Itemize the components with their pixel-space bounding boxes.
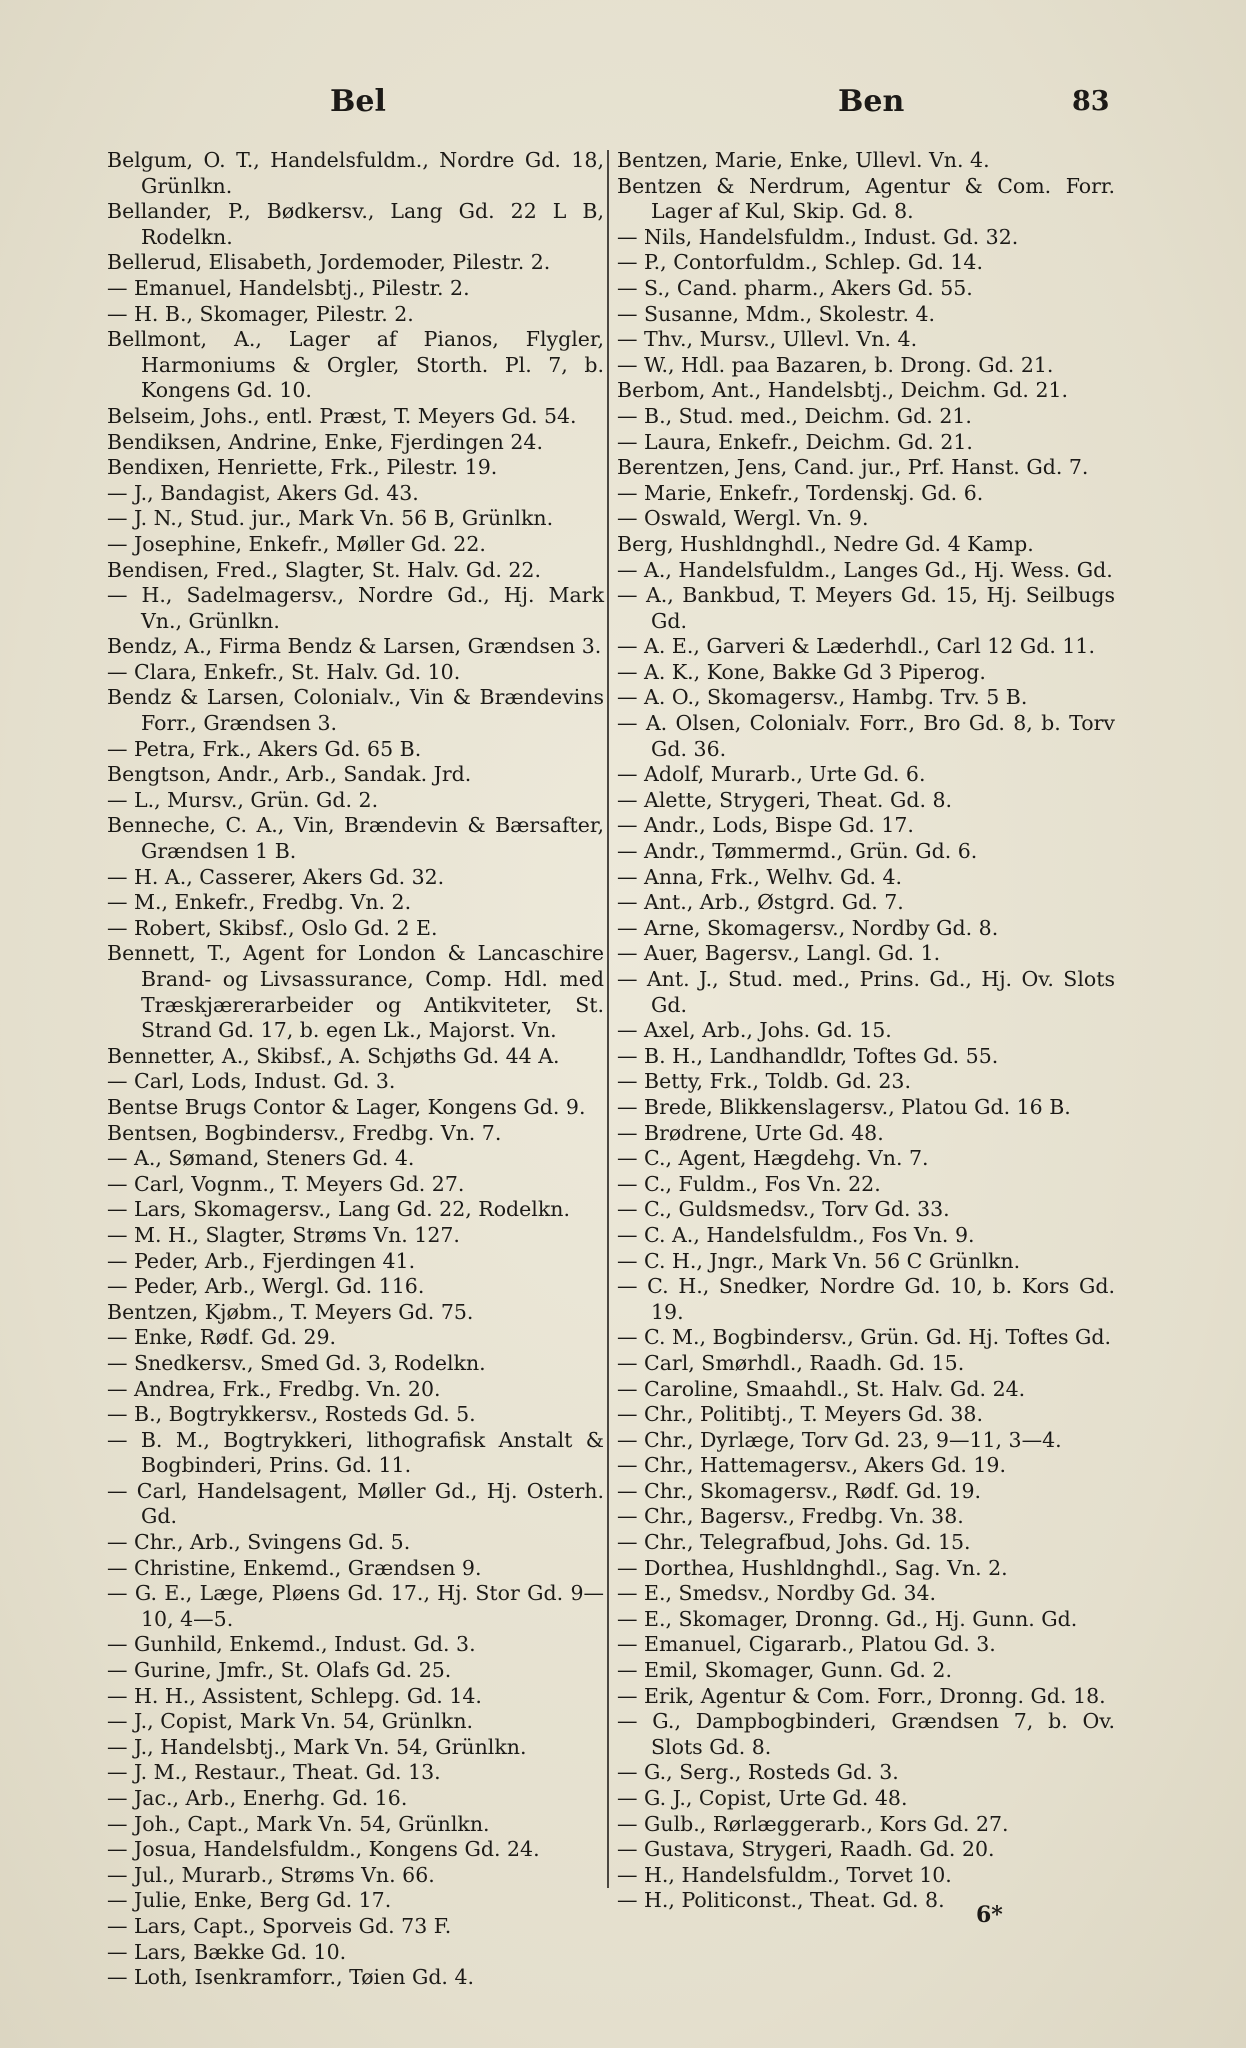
directory-entry: — J. M., Restaur., Theat. Gd. 13. [107, 1760, 441, 1785]
directory-entry: — Snedkersv., Smed Gd. 3, Rodelkn. [107, 1350, 486, 1375]
directory-entry: — Carl, Handelsagent, Møller Gd., Hj. Osterh. Gd. [107, 1478, 604, 1529]
running-head-left: Bel [330, 84, 386, 119]
directory-entry: — A., Sømand, Steners Gd. 4. [107, 1146, 415, 1171]
directory-entry: — A., Handelsfuldm., Langes Gd., Hj. Wess. Gd. [617, 557, 1113, 582]
directory-entry: — Andr., Lods, Bispe Gd. 17. [617, 813, 914, 838]
directory-entry: — W., Hdl. paa Bazaren, b. Drong. Gd. 21. [617, 352, 1054, 377]
directory-entry: Berbom, Ant., Handelsbtj., Deichm. Gd. 21. [617, 378, 1069, 403]
directory-entry: — G. J., Copist, Urte Gd. 48. [617, 1786, 908, 1810]
directory-entry: — H. H., Assistent, Schlepg. Gd. 14. [107, 1683, 482, 1708]
directory-entry: — B. M., Bogtrykkeri, lithografisk Anstalt & Bogbinderi, Prins. Gd. 11. [107, 1427, 604, 1478]
right-column [617, 148, 1115, 1913]
directory-entry: — H. B., Skomager, Pilestr. 2. [107, 301, 414, 326]
directory-entry: — Lars, Skomagersv., Lang Gd. 22, Rodelkn. [107, 1197, 571, 1222]
directory-entry: — Carl, Vognm., T. Meyers Gd. 27. [107, 1171, 465, 1196]
directory-entry: — Ant. J., Stud. med., Prins. Gd., Hj. Ov. Slots Gd. [617, 967, 1115, 1017]
directory-entry: — Chr., Dyrlæge, Torv Gd. 23, 9—11, 3—4. [617, 1427, 1062, 1452]
directory-entry: — Betty, Frk., Toldb. Gd. 23. [617, 1069, 911, 1094]
directory-entry: — B., Stud. med., Deichm. Gd. 21. [617, 403, 972, 428]
directory-entry: — Brødrene, Urte Gd. 48. [617, 1120, 884, 1145]
directory-entry: — A. K., Kone, Bakke Gd 3 Piperog. [617, 659, 986, 684]
directory-entry: — Andrea, Frk., Fredbg. Vn. 20. [107, 1376, 441, 1401]
directory-entry: — A., Bankbud, T. Meyers Gd. 15, Hj. Seilbugs Gd. [617, 583, 1115, 633]
directory-entry: — G., Dampbogbinderi, Grændsen 7, b. Ov. Slots Gd. 8. [617, 1709, 1115, 1759]
directory-entry: — J., Handelsbtj., Mark Vn. 54, Grünlkn. [107, 1734, 527, 1759]
directory-entry: — Jac., Arb., Enerhg. Gd. 16. [107, 1786, 408, 1810]
directory-entry: Bellmont, A., Lager af Pianos, Flygler, Harmoniums & Orgler, Storth. Pl. 7, b. Kongens Gd. 10. [107, 327, 604, 403]
directory-entry: — A. Olsen, Colonialv. Forr., Bro Gd. 8, b. Torv Gd. 36. [617, 711, 1115, 761]
directory-entry: — Gulb., Rørlæggerarb., Kors Gd. 27. [617, 1811, 1009, 1836]
directory-entry: — Ant., Arb., Østgrd. Gd. 7. [617, 890, 904, 915]
directory-entry: — Joh., Capt., Mark Vn. 54, Grünlkn. [107, 1811, 490, 1836]
directory-entry: — Oswald, Wergl. Vn. 9. [617, 506, 869, 531]
directory-entry: — S., Cand. pharm., Akers Gd. 55. [617, 275, 973, 300]
directory-entry: — L., Mursv., Grün. Gd. 2. [107, 787, 379, 812]
directory-entry: — H., Politiconst., Theat. Gd. 8. [617, 1888, 945, 1913]
directory-entry: — H., Handelsfuldm., Torvet 10. [617, 1862, 952, 1887]
directory-entry: Bellander, P., Bødkersv., Lang Gd. 22 L B, Rodelkn. [107, 199, 604, 249]
directory-entry: — Chr., Hattemagersv., Akers Gd. 19. [617, 1453, 1006, 1478]
directory-entry: — C., Agent, Hægdehg. Vn. 7. [617, 1146, 929, 1171]
directory-entry: — Adolf, Murarb., Urte Gd. 6. [617, 762, 926, 787]
directory-entry: Bentzen & Nerdrum, Agentur & Com. Forr. Lager af Kul, Skip. Gd. 8. [617, 173, 1115, 224]
directory-entry: — Auer, Bagersv., Langl. Gd. 1. [617, 941, 941, 966]
directory-entry: — Chr., Telegrafbud, Johs. Gd. 15. [617, 1530, 971, 1555]
directory-entry: Benneche, C. A., Vin, Brændevin & Bærsafter, Grændsen 1 B. [107, 813, 604, 864]
directory-entry: — Gurine, Jmfr., St. Olafs Gd. 25. [107, 1658, 452, 1683]
directory-entry: — Susanne, Mdm., Skolestr. 4. [617, 301, 936, 326]
directory-entry: — A. O., Skomagersv., Hambg. Trv. 5 B. [617, 685, 1028, 710]
directory-entry: — Lars, Capt., Sporveis Gd. 73 F. [107, 1913, 452, 1938]
directory-entry: — H. A., Casserer, Akers Gd. 32. [107, 864, 445, 889]
directory-entry: — Axel, Arb., Johs. Gd. 15. [617, 1018, 892, 1043]
directory-entry: Belseim, Johs., entl. Præst, T. Meyers Gd. 54. [107, 403, 577, 428]
directory-entry: — Arne, Skomagersv., Nordby Gd. 8. [617, 915, 999, 940]
directory-entry: — C. H., Jngr., Mark Vn. 56 C Grünlkn. [617, 1248, 1021, 1273]
directory-entry: — C. M., Bogbindersv., Grün. Gd. Hj. Toftes Gd. [617, 1325, 1112, 1350]
directory-entry: — Jul., Murarb., Strøms Vn. 66. [107, 1862, 435, 1887]
directory-entry: — C., Fuldm., Fos Vn. 22. [617, 1171, 881, 1196]
directory-entry: — Chr., Arb., Svingens Gd. 5. [107, 1530, 411, 1555]
directory-entry: Bendixen, Henriette, Frk., Pilestr. 19. [107, 455, 498, 480]
directory-entry: Berentzen, Jens, Cand. jur., Prf. Hanst. Gd. 7. [617, 455, 1089, 480]
directory-entry: — C., Guldsmedsv., Torv Gd. 33. [617, 1197, 950, 1222]
directory-entry: — Erik, Agentur & Com. Forr., Dronng. Gd. 18. [617, 1683, 1106, 1708]
directory-entry: Bentzen, Kjøbm., T. Meyers Gd. 75. [107, 1299, 474, 1324]
directory-entry: — G. E., Læge, Pløens Gd. 17., Hj. Stor Gd. 9—10, 4—5. [107, 1581, 604, 1631]
directory-entry: — J., Copist, Mark Vn. 54, Grünlkn. [107, 1709, 474, 1734]
directory-entry: — Chr., Bagersv., Fredbg. Vn. 38. [617, 1504, 964, 1529]
directory-entry: — M., Enkefr., Fredbg. Vn. 2. [107, 890, 412, 915]
directory-entry: Bennetter, A., Skibsf., A. Schjøths Gd. 44 A. [107, 1043, 560, 1068]
directory-entry: — Alette, Strygeri, Theat. Gd. 8. [617, 787, 953, 812]
directory-entry: — E., Smedsv., Nordby Gd. 34. [617, 1581, 937, 1606]
directory-entry: — Lars, Bække Gd. 10. [107, 1939, 347, 1964]
directory-entry: — Josua, Handelsfuldm., Kongens Gd. 24. [107, 1837, 540, 1862]
directory-entry: — M. H., Slagter, Strøms Vn. 127. [107, 1222, 460, 1247]
directory-entry: — Gunhild, Enkemd., Indust. Gd. 3. [107, 1632, 476, 1657]
directory-entry: — C. H., Snedker, Nordre Gd. 10, b. Kors Gd. 19. [617, 1274, 1115, 1324]
directory-entry: — Laura, Enkefr., Deichm. Gd. 21. [617, 429, 973, 454]
directory-entry: — J., Bandagist, Akers Gd. 43. [107, 480, 419, 505]
directory-entry: — J. N., Stud. jur., Mark Vn. 56 B, Grünlkn. [107, 506, 554, 531]
directory-entry: — E., Skomager, Dronng. Gd., Hj. Gunn. Gd. [617, 1606, 1078, 1631]
directory-entry: — Carl, Lods, Indust. Gd. 3. [107, 1069, 396, 1094]
directory-entry: Bentse Brugs Contor & Lager, Kongens Gd. 9. [107, 1094, 586, 1119]
directory-entry: — Julie, Enke, Berg Gd. 17. [107, 1888, 392, 1913]
directory-entry: — Emanuel, Cigararb., Platou Gd. 3. [617, 1632, 996, 1657]
directory-entry: — Chr., Skomagersv., Rødf. Gd. 19. [617, 1478, 982, 1503]
directory-entry: Bellerud, Elisabeth, Jordemoder, Pilestr. 2. [107, 250, 551, 275]
directory-entry: — Dorthea, Hushldnghdl., Sag. Vn. 2. [617, 1555, 1008, 1580]
directory-entry: — Marie, Enkefr., Tordenskj. Gd. 6. [617, 480, 984, 505]
directory-entry: — A. E., Garveri & Læderhdl., Carl 12 Gd. 11. [617, 634, 1095, 659]
directory-entry: Berg, Hushldnghdl., Nedre Gd. 4 Kamp. [617, 531, 1034, 556]
running-head-right: Ben [838, 84, 905, 119]
directory-entry: — Thv., Mursv., Ullevl. Vn. 4. [617, 327, 918, 352]
directory-entry: — Peder, Arb., Wergl. Gd. 116. [107, 1274, 425, 1299]
directory-entry: — H., Sadelmagersv., Nordre Gd., Hj. Mark Vn., Grünlkn. [107, 583, 604, 633]
directory-entry: — Christine, Enkemd., Grændsen 9. [107, 1555, 482, 1580]
directory-entry: — Enke, Rødf. Gd. 29. [107, 1325, 337, 1350]
directory-entry: Bentsen, Bogbindersv., Fredbg. Vn. 7. [107, 1120, 502, 1145]
directory-entry: — Emil, Skomager, Gunn. Gd. 2. [617, 1658, 952, 1683]
directory-entry: — Chr., Politibtj., T. Meyers Gd. 38. [617, 1402, 983, 1427]
directory-entry: — Clara, Enkefr., St. Halv. Gd. 10. [107, 659, 461, 684]
directory-entry: — Anna, Frk., Welhv. Gd. 4. [617, 864, 903, 889]
directory-entry: Bennett, T., Agent for London & Lancaschire Brand- og Livsassurance, Comp. Hdl. med Træskjærerarbeider og Antikviteter, St. Strand Gd. 17, b. egen Lk., Majorst. Vn. [107, 941, 604, 1043]
page-number: 83 [1072, 86, 1110, 117]
directory-entry: — Andr., Tømmermd., Grün. Gd. 6. [617, 839, 978, 864]
directory-entry: Bendz, A., Firma Bendz & Larsen, Grændsen 3. [107, 634, 602, 659]
directory-entry: — Robert, Skibsf., Oslo Gd. 2 E. [107, 915, 438, 940]
directory-entry: — Nils, Handelsfuldm., Indust. Gd. 32. [617, 224, 1019, 249]
column-divider [607, 150, 609, 1888]
directory-entry: Bengtson, Andr., Arb., Sandak. Jrd. [107, 762, 472, 787]
directory-entry: — C. A., Handelsfuldm., Fos Vn. 9. [617, 1222, 975, 1247]
directory-entry: Bendisen, Fred., Slagter, St. Halv. Gd. 22. [107, 557, 541, 582]
directory-entry: — Caroline, Smaahdl., St. Halv. Gd. 24. [617, 1376, 1026, 1401]
directory-entry: — Emanuel, Handelsbtj., Pilestr. 2. [107, 275, 470, 300]
directory-entry: — Petra, Frk., Akers Gd. 65 B. [107, 736, 422, 761]
directory-entry: Bendz & Larsen, Colonialv., Vin & Brændevins Forr., Grændsen 3. [107, 685, 604, 736]
directory-entry: — Gustava, Strygeri, Raadh. Gd. 20. [617, 1837, 995, 1862]
left-column [107, 148, 604, 1990]
directory-entry: — B. H., Landhandldr, Toftes Gd. 55. [617, 1043, 999, 1068]
directory-entry: — Brede, Blikkenslagersv., Platou Gd. 16 B. [617, 1094, 1071, 1119]
signature-mark: 6* [976, 1902, 1003, 1928]
directory-entry: — Carl, Smørhdl., Raadh. Gd. 15. [617, 1350, 965, 1375]
directory-entry: Belgum, O. T., Handelsfuldm., Nordre Gd. 18, Grünlkn. [107, 148, 604, 198]
directory-entry: — P., Contorfuldm., Schlep. Gd. 14. [617, 250, 983, 275]
directory-entry: Bentzen, Marie, Enke, Ullevl. Vn. 4. [617, 148, 990, 172]
directory-entry: — B., Bogtrykkersv., Rosteds Gd. 5. [107, 1402, 476, 1427]
directory-entry: — Peder, Arb., Fjerdingen 41. [107, 1248, 416, 1273]
directory-entry: — Loth, Isenkramforr., Tøien Gd. 4. [107, 1965, 475, 1990]
directory-entry: — G., Serg., Rosteds Gd. 3. [617, 1760, 899, 1785]
directory-entry: — Josephine, Enkefr., Møller Gd. 22. [107, 531, 486, 556]
directory-entry: Bendiksen, Andrine, Enke, Fjerdingen 24. [107, 429, 543, 454]
